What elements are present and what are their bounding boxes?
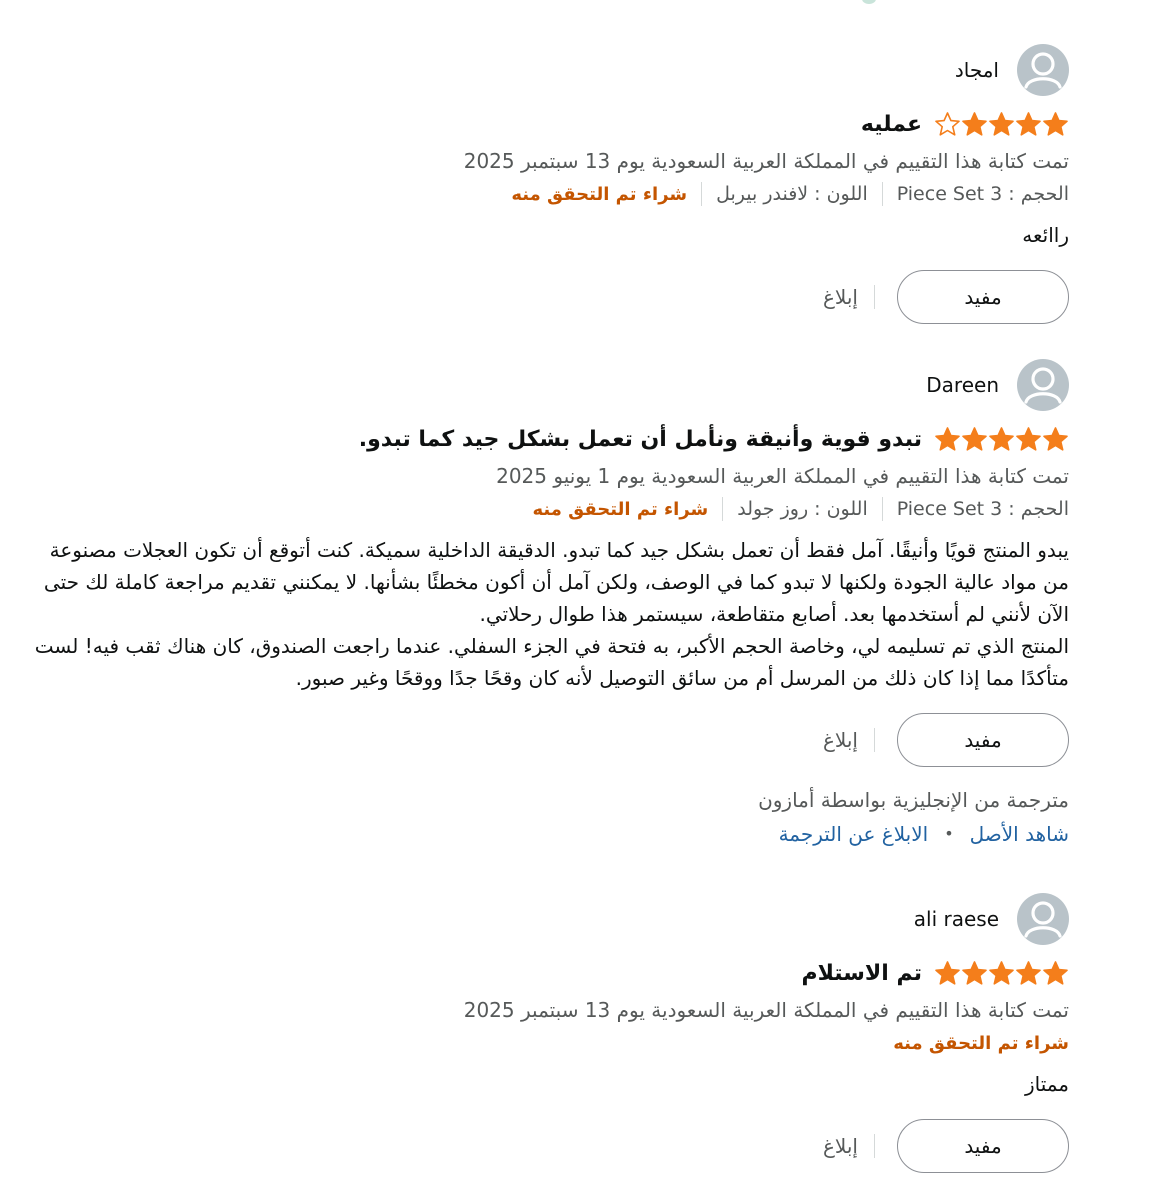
divider bbox=[882, 497, 883, 521]
variant-color: اللون : لافندر بيربل bbox=[716, 183, 868, 205]
translation-links bbox=[30, 818, 1069, 850]
report-link[interactable]: إبلاغ bbox=[823, 728, 858, 752]
divider bbox=[701, 182, 702, 206]
star-rating bbox=[934, 960, 1069, 987]
variant-color: اللون : روز جولد bbox=[737, 498, 868, 520]
star-filled-icon bbox=[988, 111, 1015, 138]
report-link[interactable]: إبلاغ bbox=[823, 285, 858, 309]
review-card bbox=[30, 43, 1069, 325]
review-actions bbox=[30, 1118, 1069, 1174]
star-filled-icon bbox=[961, 960, 988, 987]
variant-info bbox=[30, 177, 1069, 211]
star-filled-icon bbox=[961, 111, 988, 138]
reviewer-name[interactable]: ali raese bbox=[913, 907, 999, 931]
translation-note: مترجمة من الإنجليزية بواسطة أمازون bbox=[758, 788, 1069, 812]
report-link[interactable]: إبلاغ bbox=[823, 1134, 858, 1158]
review-actions bbox=[30, 712, 1069, 768]
star-filled-icon bbox=[988, 426, 1015, 453]
star-filled-icon bbox=[934, 426, 961, 453]
review-card bbox=[30, 358, 1069, 850]
reviewer-profile[interactable] bbox=[30, 358, 1069, 412]
divider bbox=[722, 497, 723, 521]
star-rating bbox=[934, 111, 1069, 138]
star-filled-icon bbox=[1042, 960, 1069, 987]
divider bbox=[882, 182, 883, 206]
verified-purchase-badge[interactable]: شراء تم التحقق منه bbox=[532, 498, 709, 520]
variant-size: الحجم : 3 Piece Set bbox=[896, 183, 1069, 205]
see-original-link[interactable]: شاهد الأصل bbox=[969, 822, 1069, 846]
review-date: تمت كتابة هذا التقييم في المملكة العربية السعودية يوم 13 سبتمبر 2025 bbox=[463, 998, 1069, 1022]
helpful-button[interactable]: مفيد bbox=[897, 270, 1069, 324]
review-body: يبدو المنتج قويًا وأنيقًا. آمل فقط أن تعمل بشكل جيد كما تبدو. الدقيقة الداخلية سميكة. كنت أتوقع أن تكون العجلات مصنوعة من مواد عالية الجودة ولكنها لا تبدو كما في الوصف، ولكن آمل أن أكون مخطئًا بشأنها. لا يمكنني تقديم مراجعة كاملة لك حتى الآن لأنني لم أستخدمها بعد. أصابع متقاطعة، سيستمر هذا طوال رحلاتي. المنتج الذي تم تسليمه لي، وخاصة الحجم الأكبر، به فتحة في الجزء السفلي. عندما راجعت الصندوق، كان هناك ثقب فيه! لست متأكدًا مما إذا كان ذلك من المرسل أم من سائق التوصيل لأنه كان وقحًا جدًا ووقحًا وغير صبور. bbox=[34, 538, 1069, 690]
star-outline-icon bbox=[934, 111, 961, 138]
star-filled-icon bbox=[934, 960, 961, 987]
divider bbox=[874, 285, 875, 309]
review-body: ممتاز bbox=[1024, 1072, 1069, 1096]
review-title[interactable]: تبدو قوية وأنيقة ونأمل أن تعمل بشكل جيد كما تبدو. bbox=[358, 426, 922, 452]
avatar-icon[interactable] bbox=[1017, 893, 1069, 945]
star-filled-icon bbox=[961, 426, 988, 453]
verified-purchase-badge[interactable]: شراء تم التحقق منه bbox=[893, 1032, 1069, 1054]
variant-info bbox=[30, 492, 1069, 526]
reviewer-name[interactable]: Dareen bbox=[926, 373, 999, 397]
report-translation-link[interactable]: الابلاغ عن الترجمة bbox=[778, 822, 929, 846]
variant-size: الحجم : 3 Piece Set bbox=[896, 498, 1069, 520]
star-filled-icon bbox=[1015, 960, 1042, 987]
helpful-button[interactable]: مفيد bbox=[897, 713, 1069, 767]
reviewer-profile[interactable] bbox=[30, 892, 1069, 946]
review-body: راائعه bbox=[1022, 223, 1069, 247]
review-date: تمت كتابة هذا التقييم في المملكة العربية السعودية يوم 13 سبتمبر 2025 bbox=[463, 149, 1069, 173]
review-title[interactable]: تم الاستلام bbox=[801, 960, 922, 986]
decorative-dot bbox=[862, 0, 876, 4]
verified-purchase-badge[interactable]: شراء تم التحقق منه bbox=[511, 183, 688, 205]
divider bbox=[874, 1134, 875, 1158]
review-card bbox=[30, 892, 1069, 1174]
star-filled-icon bbox=[1042, 111, 1069, 138]
star-filled-icon bbox=[1015, 111, 1042, 138]
helpful-button[interactable]: مفيد bbox=[897, 1119, 1069, 1173]
variant-info bbox=[30, 1026, 1069, 1060]
avatar-icon[interactable] bbox=[1017, 359, 1069, 411]
reviewer-name[interactable]: امجاد bbox=[954, 58, 999, 82]
review-date: تمت كتابة هذا التقييم في المملكة العربية السعودية يوم 1 يونيو 2025 bbox=[496, 464, 1069, 488]
review-actions bbox=[30, 269, 1069, 325]
divider bbox=[874, 728, 875, 752]
avatar-icon[interactable] bbox=[1017, 44, 1069, 96]
reviewer-profile[interactable] bbox=[30, 43, 1069, 97]
star-filled-icon bbox=[988, 960, 1015, 987]
review-title[interactable]: عمليه bbox=[860, 111, 922, 137]
star-filled-icon bbox=[1042, 426, 1069, 453]
star-filled-icon bbox=[1015, 426, 1042, 453]
star-rating bbox=[934, 426, 1069, 453]
dot-separator: • bbox=[944, 824, 954, 843]
